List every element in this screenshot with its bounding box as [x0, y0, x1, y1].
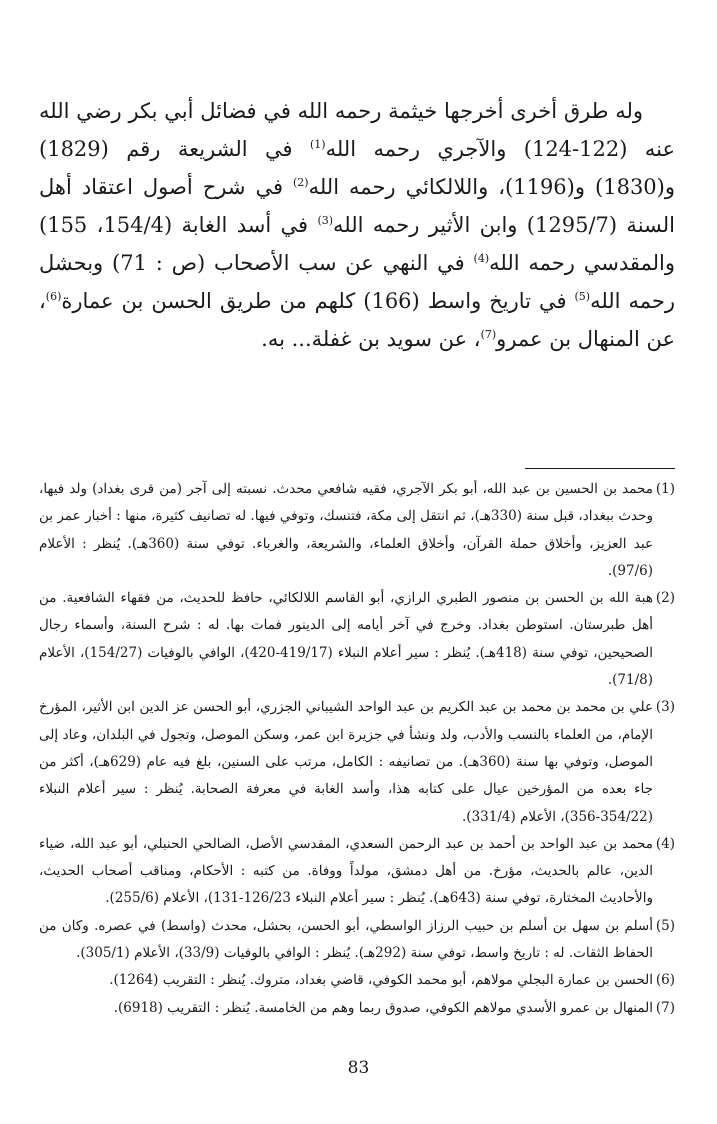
footnote-3	[39, 694, 675, 830]
footnote-ref-6: (6)	[45, 290, 62, 303]
footnote-text: المنهال بن عمرو الأسدي مولاهم الكوفي، صدوق ربما وهم من الخامسة. يُنظر : التقريب (6918).	[113, 999, 653, 1016]
footnote-number: (5)	[655, 917, 675, 934]
footnote-text: علي بن محمد بن محمد بن عبد الكريم بن عبد الواحد الشيباني الجزري، أبو الحسن عز الدين ابن الأثير، المؤرخ الإمام، من العلماء بالنسب والأدب، ولد ونشأ في جزيرة ابن عمر، وسكن الموصل، وتجول في البلدان، وعاد إلى الموصل، وتوفي بها سنة (360هـ). من تصانيفه : الكامل، مرتب على السنين، بلغ فيه عام (629هـ)، أكثر من جاء بعده من المؤرخين عيال على كتابه هذا، وأسد الغابة في معرفة الصحابة. يُنظر : سير أعلام النبلاء (354/22-356)، الأعلام (331/4).	[39, 699, 653, 825]
footnote-1	[39, 476, 675, 585]
footnote-2	[39, 585, 675, 694]
footnote-6	[39, 967, 675, 994]
footnote-ref-1: (1)	[310, 138, 326, 151]
footnote-number: (1)	[655, 481, 675, 497]
footnote-number: (7)	[655, 999, 675, 1016]
footnote-number: (4)	[655, 835, 675, 852]
text-run: ، عن المنهال بن عمرو	[39, 289, 675, 351]
footnote-4	[39, 831, 675, 913]
footnote-text: هبة الله بن الحسن بن منصور الطبري الرازي، أبو القاسم اللالكائي، حافظ للحديث، من فقهاء الشافعية. من أهل طبرستان. استوطن بغداد. وخرج في آخر أيامه إلى الدينور فمات بها. له : شرح السنة، وأسماء رجال الصحيحين، توفي سنة (418هـ). يُنظر : سير أعلام النبلاء (419/17-420)، الوافي بالوفيات (154/27)، الأعلام (71/8).	[39, 590, 653, 689]
footnote-number: (2)	[655, 590, 675, 607]
footnote-ref-3: (3)	[317, 214, 334, 227]
footnote-text: الحسن بن عمارة البجلي مولاهم، أبو محمد الكوفي، قاضي بغداد، متروك. يُنظر : التقريب (1264).	[109, 972, 653, 989]
text-run: في شرح أصول اعتقاد أهل السنة (1295/7) وابن الأثير رحمه الله	[39, 175, 675, 237]
footnote-number: (3)	[655, 699, 675, 716]
body-text	[39, 92, 675, 358]
page-number: 83	[347, 1058, 370, 1078]
footnote-7	[39, 995, 675, 1022]
footnote-ref-7: (7)	[480, 328, 497, 341]
main-paragraph	[39, 92, 675, 358]
text-run: في الشريعة رقم (1829) و(1830) و(1196)، واللالكائي رحمه الله	[39, 137, 676, 199]
footnote-5	[39, 913, 675, 968]
text-run: في النهي عن سب الأصحاب (ص : 71) وبحشل رحمه الله	[39, 251, 675, 313]
text-run: ، عن سويد بن غفلة... به.	[261, 327, 481, 351]
text-run: في أسد الغابة (154/4، 155) والمقدسي رحمه الله	[39, 213, 676, 275]
footnote-ref-2: (2)	[293, 176, 309, 189]
footnote-text: أسلم بن سهل بن أسلم بن حبيب الرزاز الواسطي، أبو الحسن، بحشل، محدث (واسط) في عصره. وكان من الحفاظ الثقات. له : تاريخ واسط، توفي سنة (292هـ). يُنظر : الوافي بالوفيات (33/9)، الأعلام (305/1).	[39, 917, 653, 962]
footnote-text: محمد بن الحسين بن عبد الله، أبو بكر الآجري، فقيه شافعي محدث. نسبته إلى آجر (من قرى بغداد) ولد فيها، وحدث ببغداد، قبل سنة (330هـ)، ثم انتقل إلى مكة، فتنسك، وتوفي فيها. له تصانيف كثيرة، منها : أخبار عمر بن عبد العزيز، وأخلاق حملة القرآن، وأخلاق العلماء، والشريعة، والغرباء. توفي سنة (360هـ). يُنظر : الأعلام (97/6).	[39, 481, 654, 579]
footnote-number: (6)	[655, 972, 675, 989]
footnote-text: محمد بن عبد الواحد بن أحمد بن عبد الرحمن السعدي، المقدسي الأصل، الصالحي الحنبلي، أبو عبد الله، ضياء الدين، عالم بالحديث، مؤرخ. من أهل دمشق، مولداً ووفاة. من كتبه : الأحكام، ومناقب أصحاب الحديث، والأحاديث المختارة، توفي سنة (643هـ). يُنظر : سير أعلام النبلاء 126/23-131)، الأعلام (255/6).	[39, 835, 653, 907]
footnote-ref-5: (5)	[574, 290, 591, 303]
text-run: في تاريخ واسط (166) كلهم من طريق الحسن بن عمارة	[61, 289, 575, 313]
footnote-separator	[525, 468, 675, 469]
footnotes-list	[39, 476, 675, 1022]
footnote-ref-4: (4)	[473, 252, 490, 265]
text-run: وله طرق أخرى أخرجها خيثمة رحمه الله في فضائل أبي بكر رضي الله عنه (122-124) والآجري رحمه الله	[39, 99, 675, 161]
